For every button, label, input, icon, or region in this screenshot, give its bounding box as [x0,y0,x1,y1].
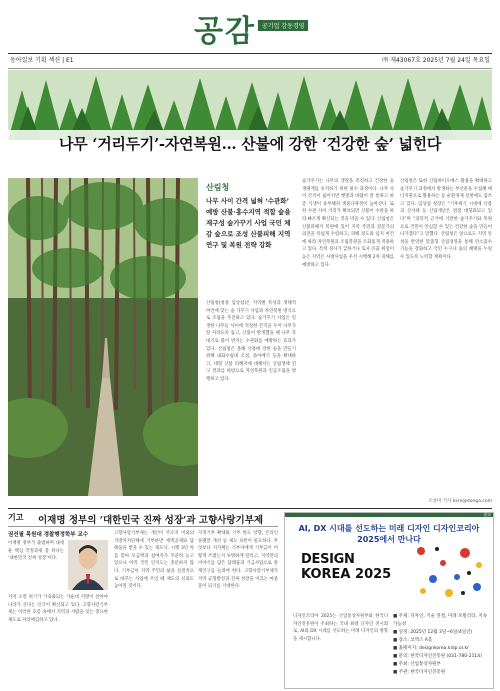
ad-body-text: 디자인코리아 2025는 산업통상자원부와 한국디자인진흥원이 주최하는 국내 최대 디자인 전시회로, AI와 DX 시대를 선도하는 미래 디자인의 방향을 제시합니다. [293,614,388,642]
article-column-1: 산림청(청장 임상섭)은 지역별 특성과 생태적 여건에 맞는 숲 가꾸기 사업과 자연복원 방식으로 조림을 추진하고 있다. 숲가꾸기 사업은 밀생한 나무들 사이에 적절한 간격을 두어 나무가 잘 자라도록 돕고, 산불이 발생했을 때 나무 꼭대기로 불이 번지는 수관화를 예방하는 효과가 있다. 산림청은 올해 산불에 강한 숲을 만들기 위해 내화수림대 조성, 솎아베기 등을 확대하고, 대형 산불 피해지에 대해서는 산림생태 연구 결과를 바탕으로 자연복원과 인공조림을 병행하고 있다. [206,301,296,382]
masthead [0,0,500,50]
section-bar [8,53,492,69]
contribution-column-1b: 지역 소멸 위기가 가속화되는 가운데 지방이 살아야 나라가 산다는 인식이 확산되고 있다. 고향사랑기부제는 이러한 흐름 속에서 지역과 사람을 잇는 중요한 제도로 자리매김하고 있다. [8,595,108,623]
ad-info-item: ■ 일정: 2025년 12월 3일~6일(4일간) [393,630,473,635]
issue-date: ㈜ 제43067호 2025년 7월 24일 목요일 [382,57,490,64]
ad-info-item: ■ 주제: 디자인, 기술 연결, 미래 모빌리티, 지속가능성 [393,614,487,627]
section-label: 동아일보 기획 섹션 | E1 [10,57,74,64]
contribution-rule [8,526,278,527]
contribution-author: 권선필 목원대 경찰행정학부 교수 [8,532,89,538]
article-column-3: 산림청은 또한 산림바이오매스 활용을 확대하고 숲가꾸기 과정에서 발생하는 부산물을 수집해 에너지원으로 활용하는 등 순환경제 실현에도 힘쓰고 있다. 임상섭 청장은 “기후위기 시대에 산불과 산사태 등 산림재난은 점점 대형화되고 있다”며 “과학적 근거에 기반한 숲가꾸기와 복원으로 국민이 안심할 수 있는 건강한 숲을 만들어 나가겠다”고 말했다. 산림청은 앞으로도 지역 특성을 반영한 맞춤형 산림경영을 통해 탄소흡수 기능을 강화하고 국민 누구나 숲의 혜택을 누릴 수 있도록 노력할 계획이다. [400,179,492,260]
contribution-title: 이재명 정부의 ‘대한민국 진짜 성장’과 고향사랑기부제 [38,515,264,526]
forest-banner-image [8,70,492,140]
ad-top-bar [285,513,493,517]
ad-tag: 광고 [483,512,491,517]
ad-info-item: ■ 주최: 산업통상자원부 [393,662,441,667]
ad-logo-line-2: KOREA 2025 [301,567,392,582]
headline: 나무 ‘거리두기’-자연복원… 산불에 강한 ‘건강한 숲’ 넓힌다 [58,135,442,153]
ad-dot-graphic [413,543,487,599]
ad-info-item[interactable]: ■ 홈페이지: designkorea.kidp.or.kr [393,646,469,651]
design-korea-advertisement[interactable] [284,512,494,689]
contribution-column-2: 고향사랑기부제는 개인이 주소지 이외의 지방자치단체에 기부하면 세액공제와 답례품을 받을 수 있는 제도다. 시행 3년 차를 맞아 모금액과 참여자가 꾸준히 늘고 있으나 아직 국민 인지도는 충분하지 않다. 기부금이 지역 주민의 삶을 실질적으로 바꾸는 사업에 쓰일 때 제도의 신뢰도 높아질 것이다. [114,531,194,590]
contribution-column-1: 이재명 정부가 출범하며 내세운 핵심 국정과제 중 하나는 ‘대한민국 진짜 성장’이다. [8,541,64,562]
contribution-column-3: 지정기부 확대와 기부 한도 상향, 온라인 플랫폼 개선 등 제도 보완이 필요하다. 무엇보다 지자체는 기부자에게 기부금이 어떻게 쓰였는지 투명하게 알리고, 지역만의 이야기를 담은 답례품과 기금사업으로 관계인구를 늘려야 한다. 고향사랑기부제가 지역 균형발전과 진짜 성장을 이끄는 마중물이 되기를 기대한다. [198,531,278,590]
ad-info-item: ■ 주관: 한국디자인진흥원 [393,670,446,675]
author-portrait [68,540,108,590]
logo-badge: 공기업 감동경영 [258,20,308,31]
ad-info-item: ■ 문의: 한국디자인진흥원 (031-780-2114) [393,654,482,659]
ad-info-list [393,613,489,677]
byline: 조성미 기자 bsm@donga.com [428,499,492,504]
article-column-2: 숲가꾸기는 나무의 생장을 촉진하고 건강한 숲 생태계를 유지하기 위한 필수 과정이다. 나무 사이 간격이 넓어지면 햇빛과 바람이 잘 통하고 하층 식생이 풍부해져 생물다양성이 높아진다. 또한 수관 사이 거리가 확보되면 산불이 수관을 따라 빠르게 확산되는 것을 막을 수 있다. 산림청은 산불피해지 복원에 있어 지역 주민과 전문가의 의견을 폭넓게 수렴하고, 피해 정도와 입지 여건에 따라 자연복원과 조림복원을 조화롭게 적용하고 있다. 특히 경사가 급하거나 토사 유출 위험이 높은 지역은 사방사업을 우선 시행해 2차 피해를 예방하고 있다. [302,179,394,268]
article-source-label: 산림청 [206,183,230,192]
newspaper-logo: 공감 [194,14,256,49]
ad-logo-line-1: DESIGN [301,552,355,567]
contribution-tag: 기고 [8,513,24,522]
forest-path-photo [8,178,198,496]
ad-headline: AI, DX 시대를 선도하는 미래 디자인 디자인코리아 2025에서 만나다 [298,524,480,544]
article-lead: 나무 사이 간격 넓혀 ‘수관화’ 예방 산불·홍수지역 적합 숲을 재구성 숲가꾸기 사업 국민 체감 숲으로 조성 산불피해 지역 연구 및 복원 전략 강화 [206,197,291,249]
section-divider [8,508,492,509]
ad-info-item: ■ 장소: 코엑스 A홀 [393,638,433,643]
